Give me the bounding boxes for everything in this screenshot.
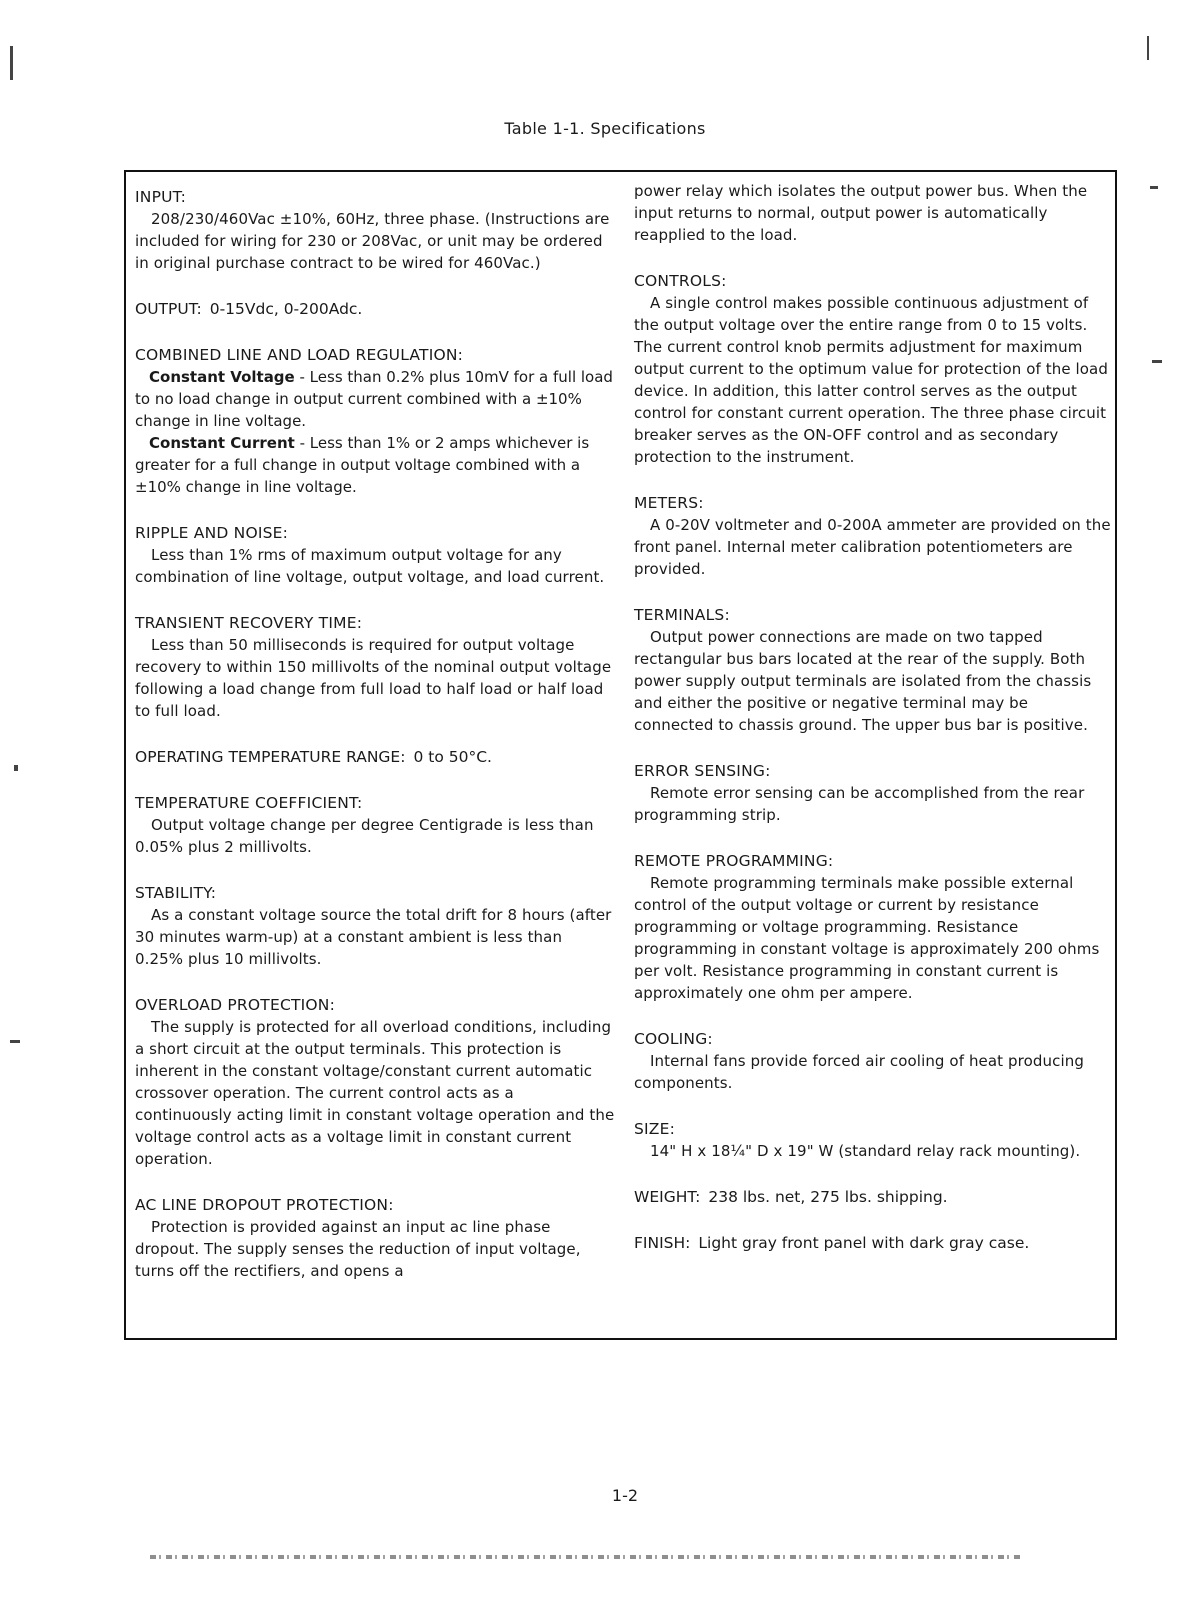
spec-heading: WEIGHT: [634, 1188, 701, 1206]
spec-body: Less than 50 milliseconds is required for output voltage recovery to within 150 millivolts of the nominal output voltage following a load change from full load to half load or half load to full load. [135, 636, 612, 720]
spec-heading: FINISH: [634, 1234, 691, 1252]
spec-body: Protection is provided against an input ac line phase dropout. The supply senses the reduction of input voltage, turns off the rectifiers, and opens a [135, 1218, 581, 1280]
spec-body: A single control makes possible continuous adjustment of the output voltage over the entire range from 0 to 15 volts. The current control knob permits adjustment for maximum output current to the optimum value for protection of the load device. In addition, this latter control serves as the output control for constant current operation. The three phase circuit breaker serves as the ON-OFF control and as secondary protection to the instrument. [634, 294, 1108, 466]
spec-heading: TRANSIENT RECOVERY TIME: [135, 614, 363, 632]
spec-body: Output voltage change per degree Centigrade is less than 0.05% plus 2 millivolts. [135, 816, 594, 856]
spec-heading: AC LINE DROPOUT PROTECTION: [135, 1196, 394, 1214]
spec-inline-row [135, 746, 615, 768]
spec-section [135, 792, 615, 858]
spec-body: Remote error sensing can be accomplished from the rear programming strip. [634, 784, 1085, 824]
scan-artifact [1147, 36, 1149, 60]
spec-section [135, 1194, 615, 1282]
spec-value: 238 lbs. net, 275 lbs. shipping. [708, 1188, 948, 1206]
spec-body: Internal fans provide forced air cooling of heat producing components. [634, 1052, 1084, 1092]
spec-subitem-label: Constant Voltage [149, 368, 295, 386]
spec-section [135, 344, 615, 498]
spec-section [634, 604, 1112, 736]
scan-artifact [14, 765, 18, 771]
spec-value: 0 to 50°C. [413, 748, 492, 766]
spec-subitem [135, 366, 615, 432]
specifications-table [124, 170, 1117, 1340]
scan-artifact [1150, 186, 1158, 189]
spec-subitem-text: - Less than 0.2% plus 10mV for a full load to no load change in output current combined with a ±10% change in line voltage. [135, 368, 613, 430]
scan-artifact [1152, 360, 1162, 363]
spec-body: A 0-20V voltmeter and 0-200A ammeter are provided on the front panel. Internal meter calibration potentiometers are provided. [634, 516, 1111, 578]
spec-section [135, 994, 615, 1170]
spec-inline-row [634, 1186, 1112, 1208]
spec-section [135, 882, 615, 970]
spec-subitem-text: - Less than 1% or 2 amps whichever is greater for a full change in output voltage combined with a ±10% change in line voltage. [135, 434, 590, 496]
spec-section [634, 180, 1112, 246]
spec-section [135, 612, 615, 722]
spec-body: 14" H x 18¼" D x 19" W (standard relay rack mounting). [650, 1142, 1081, 1160]
spec-body: The supply is protected for all overload conditions, including a short circuit at the output terminals. This protection is inherent in the constant voltage/constant current automatic crossover operation. The current control acts as a continuously acting limit in constant voltage operation and the voltage control acts as a voltage limit in constant current operation. [135, 1018, 615, 1168]
spec-subitem-label: Constant Current [149, 434, 295, 452]
spec-inline-row [135, 298, 615, 320]
spec-section [135, 522, 615, 588]
spec-section [135, 186, 615, 274]
spec-heading: TEMPERATURE COEFFICIENT: [135, 794, 363, 812]
spec-body: Less than 1% rms of maximum output voltage for any combination of line voltage, output voltage, and load current. [135, 546, 605, 586]
spec-heading: COOLING: [634, 1030, 713, 1048]
spec-section [634, 850, 1112, 1004]
scan-artifact [10, 46, 13, 80]
spec-section [634, 492, 1112, 580]
spec-section [634, 760, 1112, 826]
spec-heading: METERS: [634, 494, 704, 512]
spec-heading: TERMINALS: [634, 606, 730, 624]
spec-heading: CONTROLS: [634, 272, 727, 290]
spec-section [634, 1186, 1112, 1208]
spec-heading: OUTPUT: [135, 300, 202, 318]
spec-section [634, 1232, 1112, 1254]
table-title: Table 1-1. Specifications [504, 119, 706, 138]
spec-continued-text: power relay which isolates the output power bus. When the input returns to normal, output power is automatically reapplied to the load. [634, 182, 1088, 244]
spec-body: 208/230/460Vac ±10%, 60Hz, three phase. (Instructions are included for wiring for 230 or 208Vac, or unit may be ordered in original purchase contract to be wired for 460Vac.) [135, 210, 610, 272]
spec-heading: SIZE: [634, 1120, 676, 1138]
spec-section [634, 1028, 1112, 1094]
spec-body: Remote programming terminals make possible external control of the output voltage or current by resistance programming or voltage programming. Resistance programming in constant voltage is approximately 200 ohms per volt. Resistance programming in constant current is approximately one ohm per ampere. [634, 874, 1100, 1002]
spec-heading: OPERATING TEMPERATURE RANGE: [135, 748, 406, 766]
spec-section [135, 298, 615, 320]
spec-heading: STABILITY: [135, 884, 217, 902]
right-column [634, 180, 1112, 1278]
scan-artifact [10, 1040, 20, 1043]
page-number: 1-2 [611, 1486, 639, 1505]
spec-subitem [135, 432, 615, 498]
spec-heading: INPUT: [135, 188, 187, 206]
spec-inline-row [634, 1232, 1112, 1254]
spec-section [135, 746, 615, 768]
spec-value: Light gray front panel with dark gray case. [698, 1234, 1030, 1252]
spec-heading: ERROR SENSING: [634, 762, 771, 780]
spec-section [634, 270, 1112, 468]
scan-bottom-strip [150, 1555, 1020, 1559]
spec-heading: REMOTE PROGRAMMING: [634, 852, 834, 870]
spec-body: Output power connections are made on two tapped rectangular bus bars located at the rear of the supply. Both power supply output terminals are isolated from the chassis and either the positive or negative terminal may be connected to chassis ground. The upper bus bar is positive. [634, 628, 1092, 734]
spec-value: 0-15Vdc, 0-200Adc. [209, 300, 363, 318]
spec-heading: RIPPLE AND NOISE: [135, 524, 289, 542]
spec-heading: COMBINED LINE AND LOAD REGULATION: [135, 346, 464, 364]
spec-section [634, 1118, 1112, 1162]
spec-heading: OVERLOAD PROTECTION: [135, 996, 336, 1014]
spec-body: As a constant voltage source the total drift for 8 hours (after 30 minutes warm-up) at a constant ambient is less than 0.25% plus 10 millivolts. [135, 906, 612, 968]
left-column [135, 186, 615, 1306]
